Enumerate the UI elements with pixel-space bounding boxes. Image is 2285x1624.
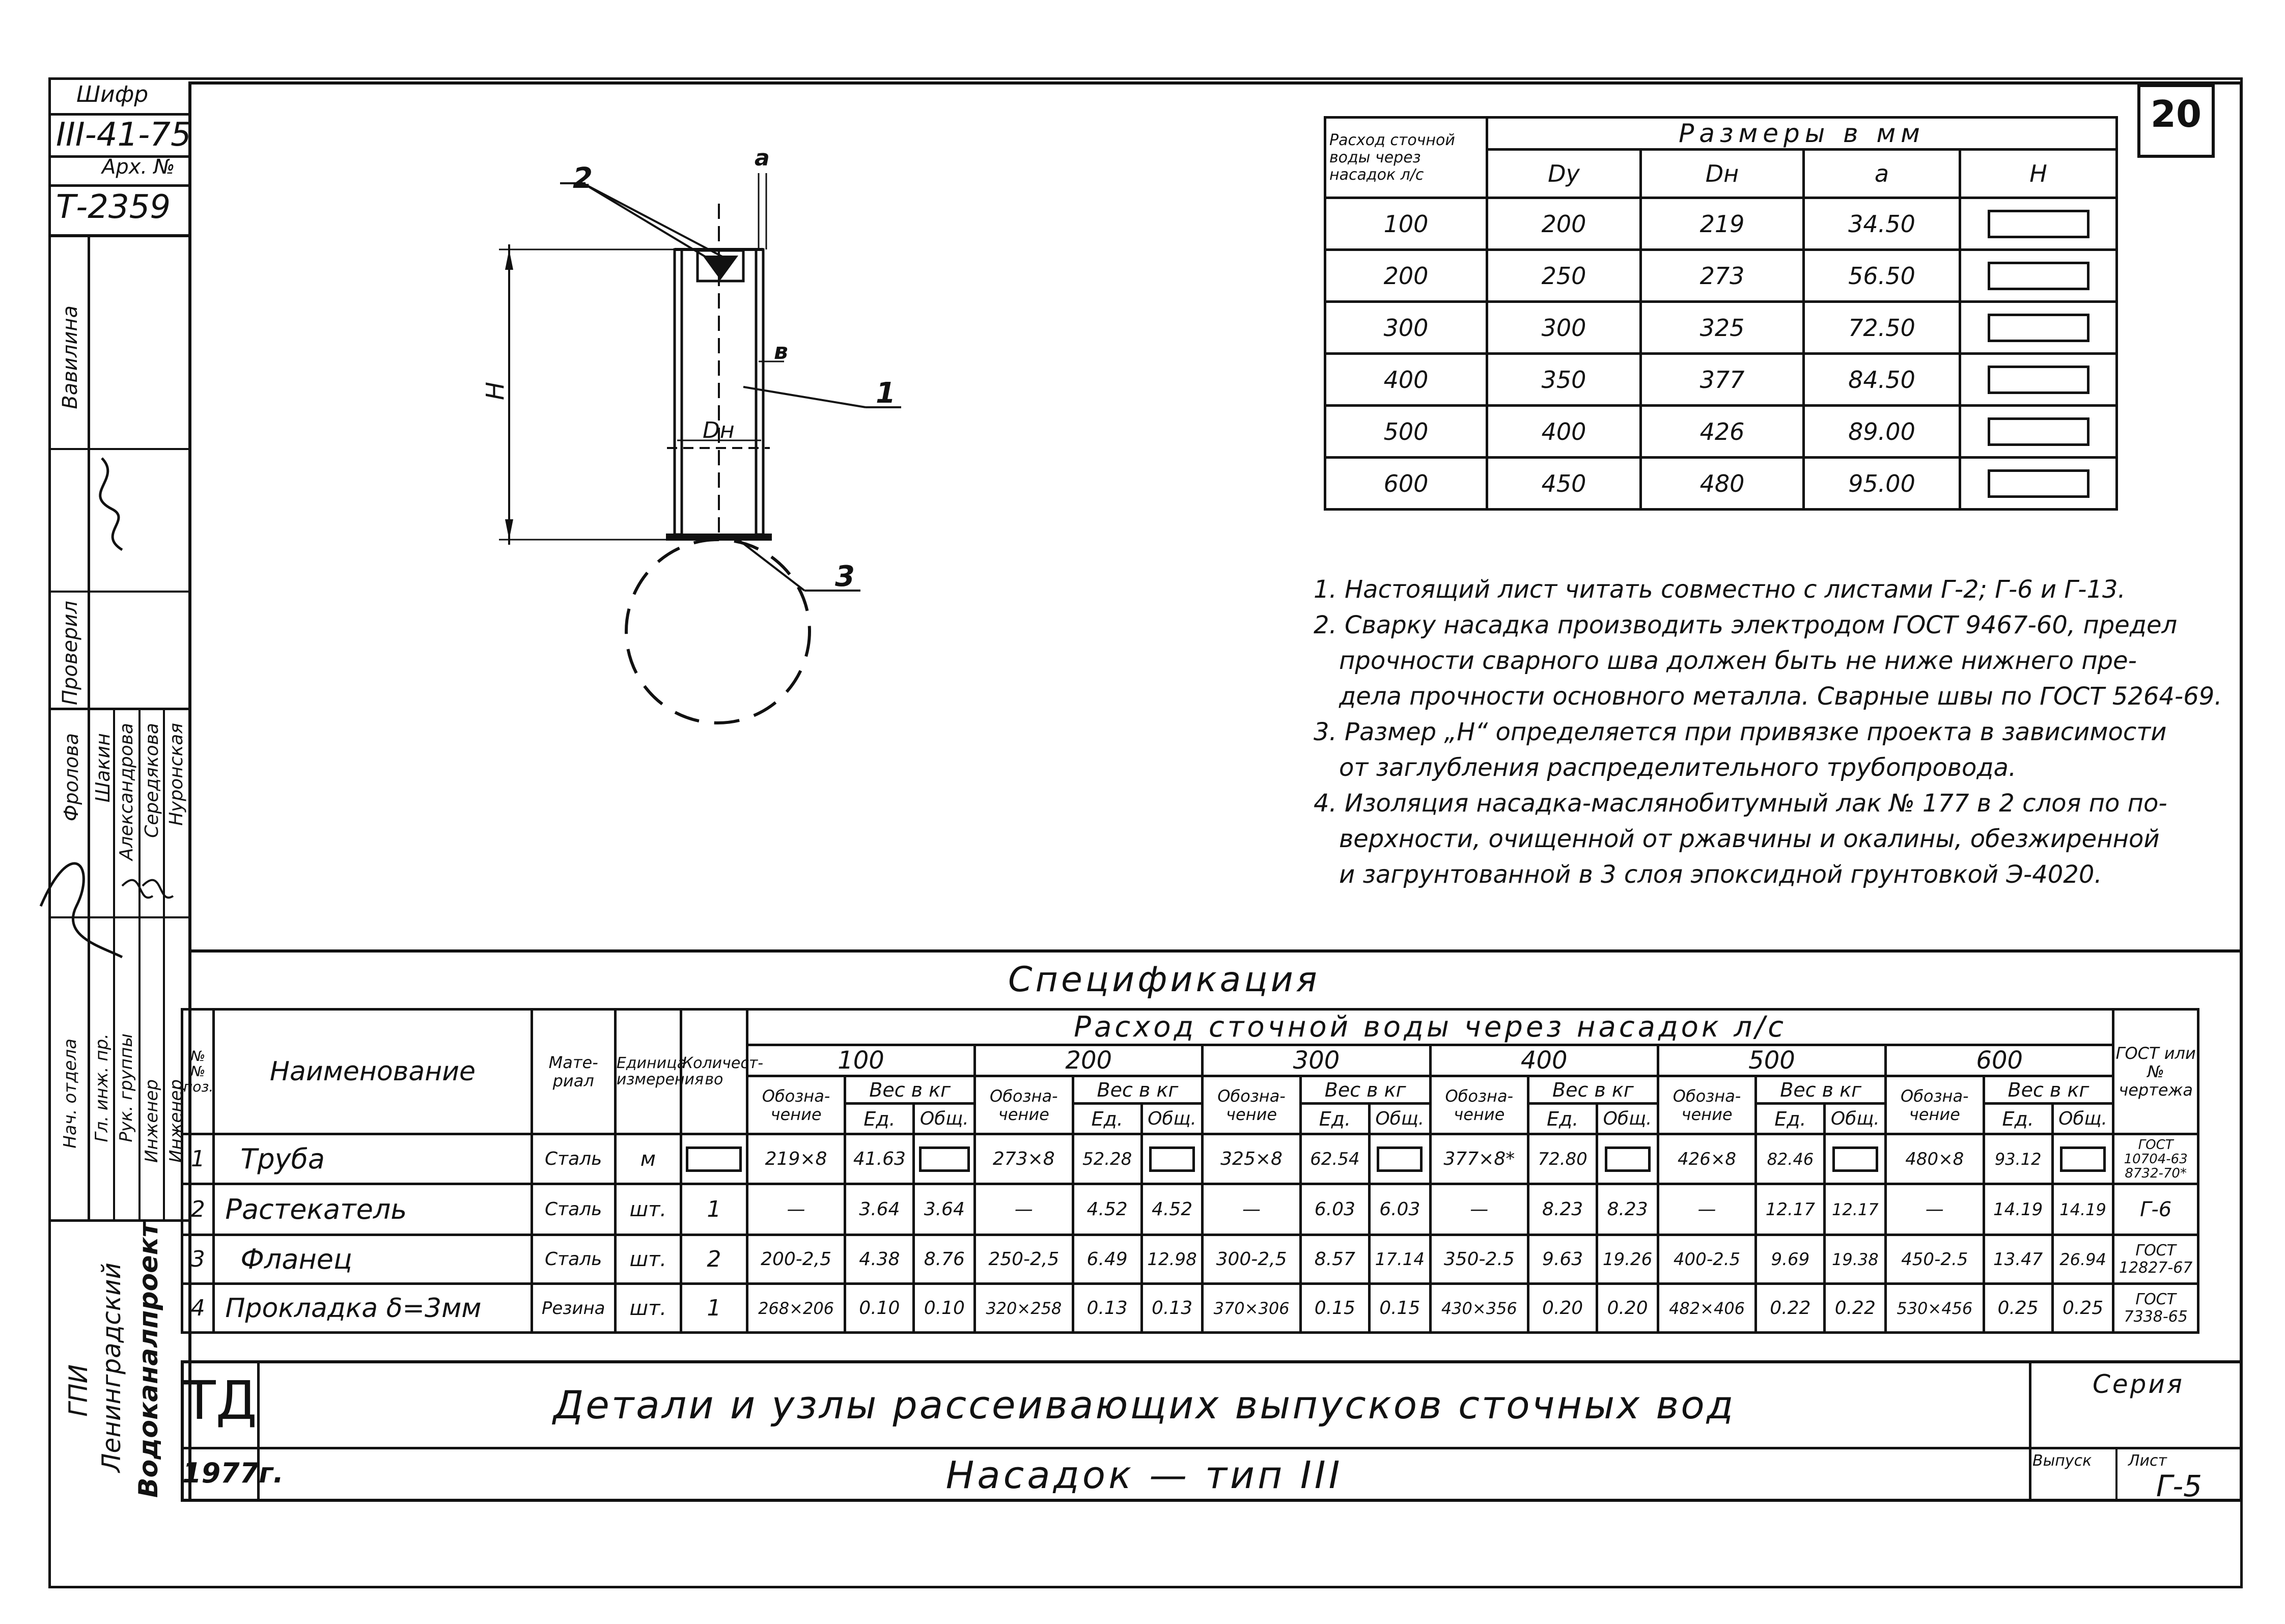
dims-flow: 200 [1325, 250, 1487, 302]
dims-a: 72.50 [1804, 302, 1960, 354]
spec-cell: 250-2,5 [975, 1235, 1073, 1284]
dims-h-blank [1960, 354, 2117, 406]
note-2: 2. Сварку насадка производить электродом ГОСТ 9467-60, предел [1314, 611, 2178, 639]
spec-cell: — [975, 1184, 1073, 1235]
spec-flow-400: 400 [1430, 1045, 1658, 1076]
spec-cell: 370×306 [1203, 1284, 1300, 1333]
table-row [182, 1134, 2198, 1184]
note-2c: дела прочности основного металла. Сварные швы по ГОСТ 5264-69. [1339, 682, 2222, 711]
sig-name-5: Нуронская [166, 723, 187, 826]
spec-cell: 268×206 [747, 1284, 845, 1333]
spec-cell: 17.14 [1369, 1235, 1430, 1284]
spec-cell: 52.28 [1073, 1134, 1141, 1184]
spec-cell: 12.17 [1756, 1184, 1825, 1235]
spec-flow-300: 300 [1203, 1045, 1430, 1076]
spec-blank [1369, 1134, 1430, 1184]
spec-cell: 4.38 [845, 1235, 914, 1284]
note-4: 4. Изоляция насадка-маслянобитумный лак № 177 в 2 слоя по по- [1314, 789, 2167, 818]
spec-mat: Сталь [532, 1134, 615, 1184]
sig-role-5: Инженер [166, 1079, 186, 1163]
spec-cell: 0.15 [1300, 1284, 1369, 1333]
spec-h-designation: Обозна-чение [975, 1076, 1073, 1134]
dims-col-a: а [1804, 150, 1960, 198]
dims-flow: 500 [1325, 406, 1487, 458]
dims-du: 350 [1487, 354, 1641, 406]
dims-du: 250 [1487, 250, 1641, 302]
dims-h-blank [1960, 302, 2117, 354]
cipher-label: Шифр [76, 81, 149, 107]
spec-cell: 0.15 [1369, 1284, 1430, 1333]
spec-cell: 62.54 [1300, 1134, 1369, 1184]
spec-h-total-weight: Общ. [1825, 1104, 1886, 1134]
dim-b-label: в [774, 339, 788, 365]
spec-cell: 72.80 [1528, 1134, 1597, 1184]
spec-cell: 430×356 [1430, 1284, 1528, 1333]
spec-cell: 0.10 [845, 1284, 914, 1333]
spec-h-total-weight: Общ. [1369, 1104, 1430, 1134]
spec-qty: 1 [681, 1184, 747, 1235]
dims-a: 89.00 [1804, 406, 1960, 458]
dims-a: 56.50 [1804, 250, 1960, 302]
dimensions-table [1324, 116, 2118, 511]
sheet-label: Лист [2128, 1452, 2167, 1470]
spec-flow-600: 600 [1886, 1045, 2113, 1076]
dim-a-label: а [755, 145, 770, 171]
spec-h-name: Наименование [214, 1010, 532, 1134]
spec-cell: — [1658, 1184, 1755, 1235]
note-1: 1. Настоящий лист читать совместно с листами Г-2; Г-6 и Г-13. [1314, 575, 2126, 604]
dims-h-blank [1960, 458, 2117, 510]
spec-h-designation: Обозна-чение [1886, 1076, 1984, 1134]
dims-a: 95.00 [1804, 458, 1960, 510]
spec-cell: 12.98 [1141, 1235, 1203, 1284]
table-row [182, 1284, 2198, 1333]
org-name-1: ГПИ [64, 1364, 93, 1417]
dims-flow: 100 [1325, 198, 1487, 250]
drawing-subtitle: Насадок — тип III [945, 1453, 1343, 1497]
year: 1977г. [182, 1457, 284, 1489]
spec-cell: 480×8 [1886, 1134, 1984, 1184]
spec-cell: 93.12 [1984, 1134, 2052, 1184]
spec-h-weight: Вес в кг [1984, 1076, 2113, 1104]
spec-flow-100: 100 [747, 1045, 974, 1076]
spec-cell: 377×8* [1430, 1134, 1528, 1184]
spec-cell: 325×8 [1203, 1134, 1300, 1184]
cipher-value: III-41-75 [56, 116, 191, 154]
spec-cell: 41.63 [845, 1134, 914, 1184]
table-row [182, 1235, 2198, 1284]
table-row [182, 1184, 2198, 1235]
sig-name-4: Середякова [142, 723, 162, 838]
dims-a: 34.50 [1804, 198, 1960, 250]
spec-cell: 26.94 [2052, 1235, 2113, 1284]
spec-h-unit-weight: Ед. [1528, 1104, 1597, 1134]
spec-cell: 0.13 [1073, 1284, 1141, 1333]
spec-h-unit-weight: Ед. [1756, 1104, 1825, 1134]
spec-cell: 530×456 [1886, 1284, 1984, 1333]
spec-cell: 14.19 [2052, 1184, 2113, 1235]
note-3: 3. Размер „Н“ определяется при привязке проекта в зависимости [1314, 718, 2167, 746]
spec-qty: 2 [681, 1235, 747, 1284]
dims-header-flow: Расход сточной воды через насадок л/с [1325, 118, 1487, 198]
issue-label: Выпуск [2032, 1452, 2092, 1470]
dims-a: 84.50 [1804, 354, 1960, 406]
spec-cell: 6.49 [1073, 1235, 1141, 1284]
archive-label: Арх. № [102, 155, 175, 179]
spec-h-designation: Обозна-чение [1658, 1076, 1755, 1134]
sig-role-4: Инженер [142, 1079, 162, 1163]
sig-role-2: Гл. инж. пр. [92, 1033, 112, 1142]
dims-dn: 219 [1641, 198, 1804, 250]
spec-gost: Г-6 [2113, 1184, 2198, 1235]
spec-cell: 426×8 [1658, 1134, 1755, 1184]
signature-scribbles [20, 448, 193, 1049]
spec-gost: ГОСТ 7338-65 [2113, 1284, 2198, 1333]
spec-blank [1597, 1134, 1658, 1184]
spec-h-designation: Обозна-чение [1203, 1076, 1300, 1134]
table-row [1325, 406, 2117, 458]
spec-h-qty: Количест-во [681, 1010, 747, 1134]
dims-dn: 426 [1641, 406, 1804, 458]
spec-cell: — [1886, 1184, 1984, 1235]
note-4b: верхности, очищенной от ржавчины и окалины, обезжиренной [1339, 825, 2160, 853]
spec-name: Прокладка δ=3мм [214, 1284, 532, 1333]
table-row [1325, 198, 2117, 250]
spec-no: 4 [182, 1284, 214, 1333]
dims-header-group: Размеры в мм [1487, 118, 2117, 150]
dims-flow: 400 [1325, 354, 1487, 406]
sig-role-1: Нач. отдела [60, 1039, 80, 1149]
spec-cell: 3.64 [914, 1184, 975, 1235]
dims-dn: 377 [1641, 354, 1804, 406]
side-surname: Вавилина [59, 305, 82, 409]
spec-flow-200: 200 [975, 1045, 1203, 1076]
spec-cell: 300-2,5 [1203, 1235, 1300, 1284]
spec-h-total-weight: Общ. [914, 1104, 975, 1134]
spec-mat: Резина [532, 1284, 615, 1333]
dims-du: 300 [1487, 302, 1641, 354]
note-2b: прочности сварного шва должен быть не ниже нижнего пре- [1339, 647, 2137, 675]
callout-2: 2 [573, 162, 593, 195]
spec-h-designation: Обозна-чение [747, 1076, 845, 1134]
spec-blank [1825, 1134, 1886, 1184]
spec-name: Фланец [214, 1235, 532, 1284]
spec-cell: 4.52 [1073, 1184, 1141, 1235]
sheet-number: 20 [2150, 93, 2202, 135]
specification-table [181, 1008, 2199, 1334]
archive-value: Т-2359 [56, 188, 171, 226]
spec-h-weight: Вес в кг [1756, 1076, 1886, 1104]
spec-cell: 19.38 [1825, 1235, 1886, 1284]
spec-h-weight: Вес в кг [1528, 1076, 1658, 1104]
note-4c: и загрунтованной в 3 слоя эпоксидной грунтовкой Э-4020. [1339, 860, 2102, 889]
spec-cell: 14.19 [1984, 1184, 2052, 1235]
spec-gost: ГОСТ 12827-67 [2113, 1235, 2198, 1284]
spec-cell: 0.25 [1984, 1284, 2052, 1333]
spec-mat: Сталь [532, 1184, 615, 1235]
spec-cell: 482×406 [1658, 1284, 1755, 1333]
dims-h-blank [1960, 198, 2117, 250]
spec-h-designation: Обозна-чение [1430, 1076, 1528, 1134]
dims-h-blank [1960, 250, 2117, 302]
spec-cell: 6.03 [1369, 1184, 1430, 1235]
dims-dn: 273 [1641, 250, 1804, 302]
spec-cell: 400-2.5 [1658, 1235, 1755, 1284]
spec-h-weight: Вес в кг [845, 1076, 975, 1104]
spec-cell: 273×8 [975, 1134, 1073, 1184]
spec-cell: 450-2.5 [1886, 1235, 1984, 1284]
spec-h-total-weight: Общ. [2052, 1104, 2113, 1134]
spec-cell: 19.26 [1597, 1235, 1658, 1284]
spec-h-gost: ГОСТ или № чертежа [2113, 1010, 2198, 1134]
table-row [1325, 250, 2117, 302]
spec-cell: 9.63 [1528, 1235, 1597, 1284]
spec-cell: 0.13 [1141, 1284, 1203, 1333]
spec-cell: 200-2,5 [747, 1235, 845, 1284]
spec-name: Растекатель [214, 1184, 532, 1235]
spec-cell: 320×258 [975, 1284, 1073, 1333]
dims-flow: 300 [1325, 302, 1487, 354]
spec-blank [2052, 1134, 2113, 1184]
spec-flow-500: 500 [1658, 1045, 1885, 1076]
dims-col-h: Н [1960, 150, 2117, 198]
spec-cell: 0.20 [1597, 1284, 1658, 1333]
dims-h-blank [1960, 406, 2117, 458]
spec-h-unit-weight: Ед. [1300, 1104, 1369, 1134]
td-mark: ТД [183, 1369, 257, 1432]
dims-du: 400 [1487, 406, 1641, 458]
sig-role-3: Рук. группы [116, 1033, 136, 1142]
spec-cell: 0.22 [1756, 1284, 1825, 1333]
dims-du: 450 [1487, 458, 1641, 510]
spec-no: 1 [182, 1134, 214, 1184]
dim-h-label: Н [481, 381, 510, 401]
spec-h-mat: Мате-риал [532, 1010, 615, 1134]
spec-cell: 0.20 [1528, 1284, 1597, 1333]
spec-h-unit-weight: Ед. [1073, 1104, 1141, 1134]
spec-h-weight: Вес в кг [1073, 1076, 1203, 1104]
side-checked: Проверил [59, 601, 82, 706]
nozzle-drawing [458, 143, 916, 804]
spec-title: Спецификация [1008, 960, 1320, 1000]
spec-cell: 12.17 [1825, 1184, 1886, 1235]
org-name-3: Водоканалпроект [133, 1222, 164, 1498]
dims-col-dn: Dн [1641, 150, 1804, 198]
spec-cell: 350-2.5 [1430, 1235, 1528, 1284]
spec-h-unit-weight: Ед. [1984, 1104, 2052, 1134]
spec-cell: 3.64 [845, 1184, 914, 1235]
dims-dn: 325 [1641, 302, 1804, 354]
spec-blank [914, 1134, 975, 1184]
spec-unit: шт. [615, 1184, 681, 1235]
sig-name-2: Шакин [92, 733, 114, 803]
drawing-title: Детали и узлы рассеивающих выпусков сточных вод [553, 1382, 1736, 1427]
spec-cell: 219×8 [747, 1134, 845, 1184]
callout-1: 1 [876, 377, 896, 410]
spec-blank [1141, 1134, 1203, 1184]
table-row [1325, 302, 2117, 354]
spec-cell: — [1203, 1184, 1300, 1235]
sig-name-3: Александрова [116, 723, 137, 860]
spec-unit: м [615, 1134, 681, 1184]
dim-dn-label: Dн [703, 417, 735, 443]
callout-3: 3 [835, 560, 855, 593]
dims-du: 200 [1487, 198, 1641, 250]
table-row [1325, 354, 2117, 406]
spec-mat: Сталь [532, 1235, 615, 1284]
spec-cell: 8.23 [1528, 1184, 1597, 1235]
spec-h-total-weight: Общ. [1597, 1104, 1658, 1134]
spec-cell: 8.23 [1597, 1184, 1658, 1235]
spec-cell: — [747, 1184, 845, 1235]
sheet-value: Г-5 [2156, 1469, 2203, 1503]
spec-cell: 82.46 [1756, 1134, 1825, 1184]
dims-dn: 480 [1641, 458, 1804, 510]
spec-h-unit-weight: Ед. [845, 1104, 914, 1134]
spec-h-weight: Вес в кг [1300, 1076, 1430, 1104]
spec-group-title: Расход сточной воды через насадок л/с [747, 1010, 2113, 1045]
spec-h-no: №№ поз. [182, 1010, 214, 1134]
org-name-2: Ленинградский [97, 1263, 126, 1473]
spec-cell: 4.52 [1141, 1184, 1203, 1235]
spec-cell: — [1430, 1184, 1528, 1235]
sig-name-1: Фролова [60, 733, 82, 822]
spec-cell: 6.03 [1300, 1184, 1369, 1235]
spec-h-total-weight: Общ. [1141, 1104, 1203, 1134]
spec-unit: шт. [615, 1235, 681, 1284]
spec-qty-blank [681, 1134, 747, 1184]
spec-gost: ГОСТ 10704-63 8732-70* [2113, 1134, 2198, 1184]
spec-cell: 8.76 [914, 1235, 975, 1284]
spec-cell: 9.69 [1756, 1235, 1825, 1284]
spec-h-unit: Единица измерения [615, 1010, 681, 1134]
spec-cell: 0.22 [1825, 1284, 1886, 1333]
dims-col-du: Dу [1487, 150, 1641, 198]
spec-unit: шт. [615, 1284, 681, 1333]
series-label: Серия [2093, 1369, 2184, 1399]
note-3b: от заглубления распределительного трубопровода. [1339, 753, 2017, 782]
spec-no: 2 [182, 1184, 214, 1235]
spec-cell: 0.25 [2052, 1284, 2113, 1333]
spec-cell: 0.10 [914, 1284, 975, 1333]
spec-cell: 13.47 [1984, 1235, 2052, 1284]
dims-flow: 600 [1325, 458, 1487, 510]
spec-qty: 1 [681, 1284, 747, 1333]
table-row [1325, 458, 2117, 510]
spec-no: 3 [182, 1235, 214, 1284]
spec-cell: 8.57 [1300, 1235, 1369, 1284]
spec-name: Труба [214, 1134, 532, 1184]
